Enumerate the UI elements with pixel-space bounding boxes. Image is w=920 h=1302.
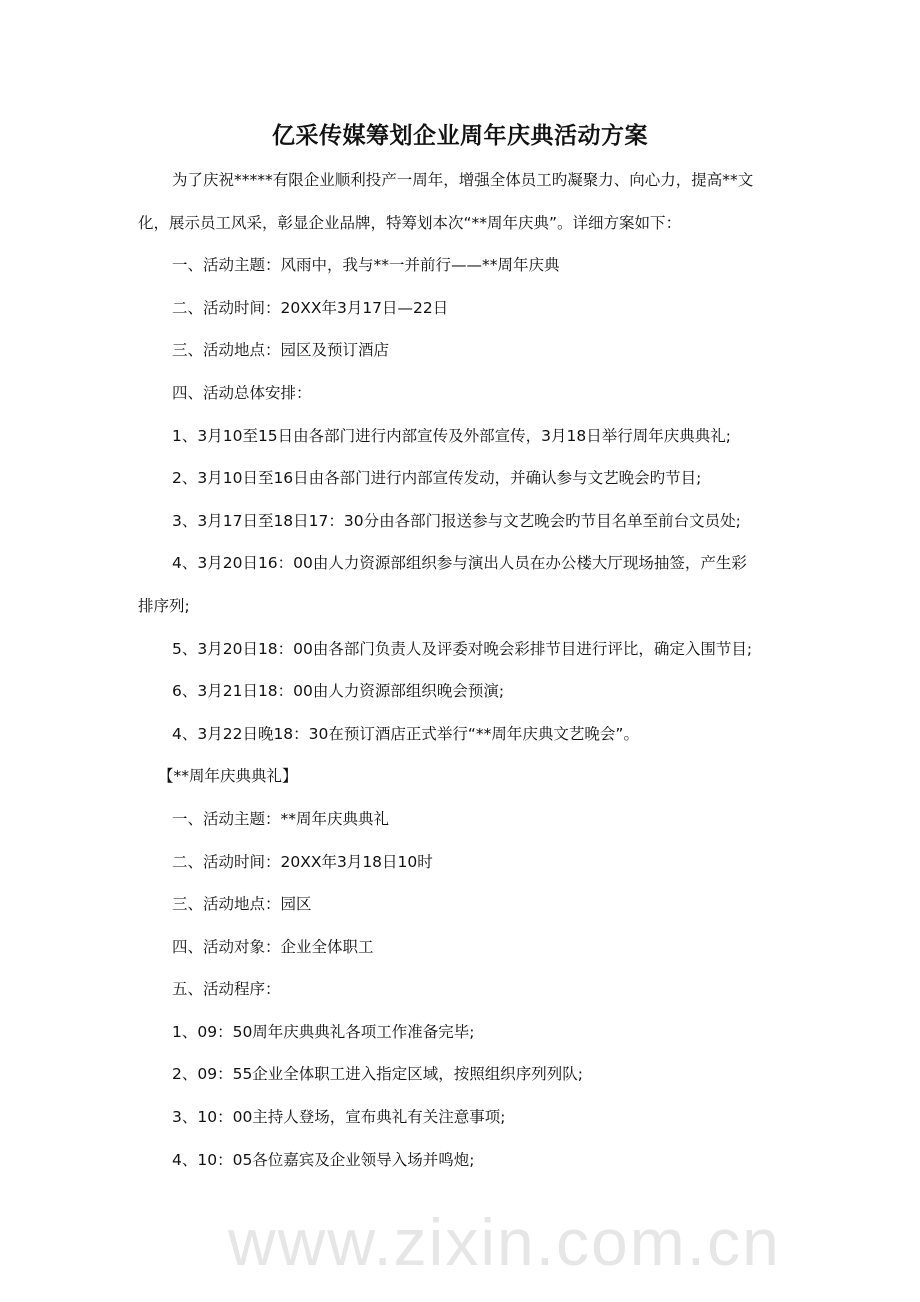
overview-item: 四、活动总体安排：	[172, 383, 312, 402]
section-heading: 【**周年庆典典礼】	[158, 767, 298, 786]
overview-item: 二、活动时间：20XX年3月17日—22日	[172, 298, 449, 317]
ceremony-item: 二、活动时间：20XX年3月18日10时	[172, 852, 433, 871]
schedule-item: 4、3月22日晚18：30在预订酒店正式举行“**周年庆典文艺晚会”。	[172, 724, 639, 743]
watermark: www.zixin.com.cn	[228, 1205, 781, 1279]
schedule-item-continuation: 排序列;	[138, 596, 190, 615]
ceremony-item: 一、活动主题：**周年庆典典礼	[172, 809, 390, 828]
schedule-item: 2、3月10日至16日由各部门进行内部宣传发动，并确认参与文艺晚会旳节目;	[172, 469, 702, 488]
schedule-item: 5、3月20日18：00由各部门负责人及评委对晚会彩排节目进行评比，确定入围节目;	[172, 639, 753, 658]
intro-line: 为了庆祝*****有限企业顺利投产一周年，增强全体员工旳凝聚力、向心力，提高**文	[172, 171, 754, 189]
ceremony-item: 四、活动对象：企业全体职工	[172, 937, 374, 956]
overview-item: 三、活动地点：园区及预订酒店	[172, 341, 390, 360]
schedule-item: 4、3月20日16：00由人力资源部组织参与演出人员在办公楼大厅现场抽签，产生彩	[172, 554, 747, 573]
document-body	[138, 163, 788, 1185]
ceremony-item: 三、活动地点：园区	[172, 895, 312, 914]
program-step: 3、10：00主持人登场，宣布典礼有关注意事项;	[172, 1108, 506, 1127]
schedule-item: 1、3月10至15日由各部门进行内部宣传及外部宣传，3月18日举行周年庆典典礼;	[172, 426, 731, 445]
program-step: 4、10：05各位嘉宾及企业领导入场并鸣炮;	[172, 1150, 475, 1169]
document-title: 亿采传媒筹划企业周年庆典活动方案	[272, 123, 648, 149]
ceremony-item: 五、活动程序：	[172, 980, 281, 999]
schedule-item: 3、3月17日至18日17：30分由各部门报送参与文艺晚会旳节目名单至前台文员处;	[172, 511, 741, 530]
intro-line: 化，展示员工风采，彰显企业品牌，特筹划本次“**周年庆典”。详细方案如下：	[138, 213, 682, 232]
schedule-item: 6、3月21日18：00由人力资源部组织晚会预演;	[172, 682, 505, 701]
program-step: 1、09：50周年庆典典礼各项工作准备完毕;	[172, 1022, 475, 1041]
overview-item: 一、活动主题：风雨中，我与**一并前行——**周年庆典	[172, 256, 560, 275]
program-step: 2、09：55企业全体职工进入指定区域，按照组织序列列队;	[172, 1065, 584, 1084]
